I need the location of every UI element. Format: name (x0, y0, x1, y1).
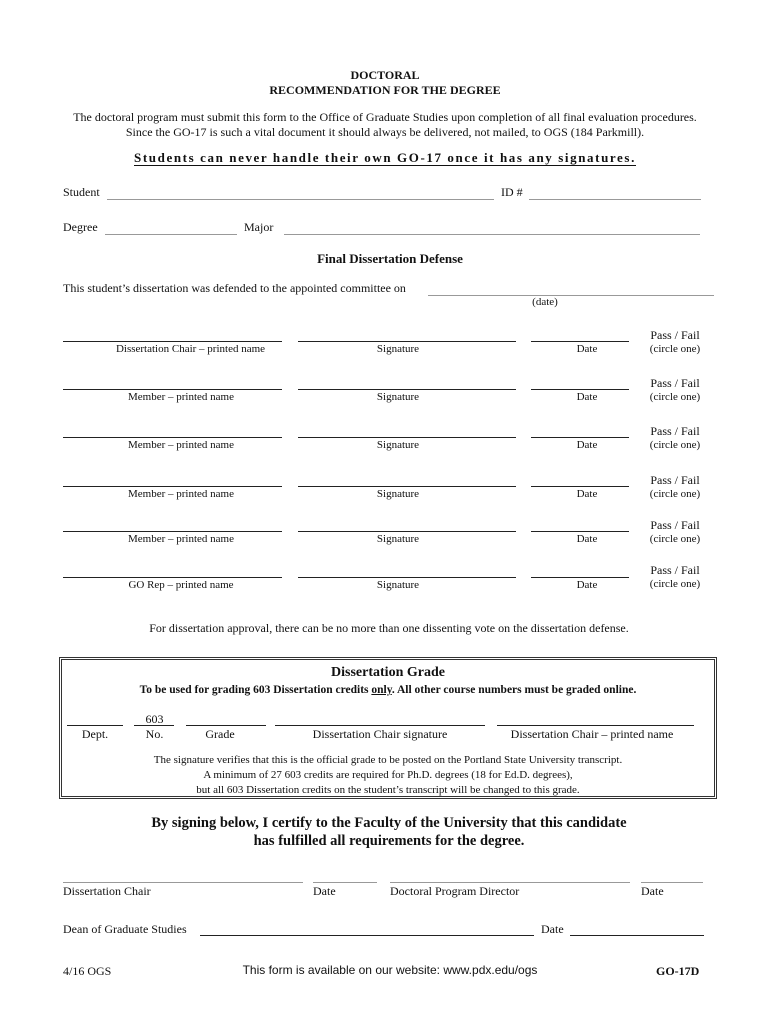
signature-caption: Signature (376, 579, 420, 591)
printed-name-line[interactable] (63, 531, 282, 532)
major-field[interactable] (284, 234, 700, 235)
printed-name-caption: Member – printed name (128, 533, 234, 545)
printed-name-line[interactable] (63, 389, 282, 390)
grade-heading: Dissertation Grade (331, 665, 445, 680)
no-label: No. (145, 727, 164, 741)
dean-date-line[interactable] (570, 935, 704, 936)
printed-name-caption: Dissertation Chair – printed name (115, 343, 266, 355)
pass-fail-option[interactable]: Pass / Fail (650, 518, 700, 532)
dean-date-label: Date (541, 922, 564, 936)
chair-date-line[interactable] (313, 882, 377, 883)
signature-caption: Signature (376, 533, 420, 545)
grade-field[interactable] (186, 725, 266, 726)
circle-one-caption: (circle one) (649, 343, 701, 355)
warning-text (0, 150, 770, 166)
chair-signature-field[interactable] (275, 725, 485, 726)
date-caption: Date (576, 488, 598, 500)
chair-printed-name-label: Dissertation Chair – printed name (510, 727, 674, 741)
printed-name-caption: Member – printed name (128, 439, 234, 451)
dissertation-chair-label: Dissertation Chair (63, 884, 151, 898)
id-label: ID # (501, 185, 523, 199)
printed-name-line[interactable] (63, 486, 282, 487)
dept-label: Dept. (81, 727, 109, 741)
student-id-field[interactable] (529, 199, 701, 200)
pass-fail-option[interactable]: Pass / Fail (650, 424, 700, 438)
printed-name-line[interactable] (63, 341, 282, 342)
approval-note: For dissertation approval, there can be no more than one dissenting vote on the dissertation defense. (149, 621, 629, 635)
director-label: Doctoral Program Director (390, 884, 520, 898)
footer-revision: 4/16 OGS (63, 964, 112, 978)
date-line[interactable] (531, 531, 629, 532)
printed-name-caption: Member – printed name (128, 488, 234, 500)
director-signature-line[interactable] (390, 882, 630, 883)
chair-printed-name-field[interactable] (497, 725, 694, 726)
warning-text-underlined: Students can never handle their own GO-17 once it has any signatures. (134, 150, 636, 165)
date-caption: Date (576, 391, 598, 403)
signature-line[interactable] (298, 389, 516, 390)
printed-name-caption: Member – printed name (128, 391, 234, 403)
dean-signature-line[interactable] (200, 935, 534, 936)
grade-note-line1: The signature verifies that this is the official grade to be posted on the Portland State University transcript. (153, 754, 623, 766)
signature-line[interactable] (298, 577, 516, 578)
date-caption: Date (576, 533, 598, 545)
student-name-field[interactable] (107, 199, 494, 200)
defense-date-caption: (date) (532, 296, 558, 308)
signature-caption: Signature (376, 391, 420, 403)
defense-heading: Final Dissertation Defense (317, 251, 463, 266)
grade-subheading-only: only (371, 684, 392, 696)
signature-caption: Signature (376, 488, 420, 500)
form-title-line1: DOCTORAL (350, 68, 420, 82)
director-date-label: Date (641, 884, 664, 898)
grade-subheading (59, 684, 717, 696)
course-number-value: 603 (145, 712, 164, 726)
dissertation-chair-signature-line[interactable] (63, 882, 303, 883)
printed-name-line[interactable] (63, 437, 282, 438)
date-caption: Date (576, 439, 598, 451)
dept-field[interactable] (67, 725, 123, 726)
date-line[interactable] (531, 389, 629, 390)
pass-fail-option[interactable]: Pass / Fail (650, 328, 700, 342)
footer-website: This form is available on our website: www.pdx.edu/ogs (242, 963, 538, 977)
circle-one-caption: (circle one) (649, 488, 701, 500)
circle-one-caption: (circle one) (649, 533, 701, 545)
date-caption: Date (576, 579, 598, 591)
pass-fail-option[interactable]: Pass / Fail (650, 473, 700, 487)
date-caption: Date (576, 343, 598, 355)
chair-signature-label: Dissertation Chair signature (312, 727, 448, 741)
footer-form-id: GO-17D (656, 964, 700, 978)
certify-line1: By signing below, I certify to the Faculty of the University that this candidate (151, 815, 627, 831)
degree-label: Degree (63, 220, 98, 234)
date-line[interactable] (531, 577, 629, 578)
intro-line2: Since the GO-17 is such a vital document it should always be delivered, not mailed, to OGS (184 Parkmill). (125, 125, 645, 139)
director-date-line[interactable] (641, 882, 703, 883)
grade-subheading-pre: To be used for grading 603 Dissertation credits (139, 684, 372, 696)
printed-name-line[interactable] (63, 577, 282, 578)
defense-statement: This student’s dissertation was defended to the appointed committee on (63, 281, 406, 295)
certify-line2: has fulfilled all requirements for the degree. (253, 833, 525, 849)
major-label: Major (244, 220, 274, 234)
grade-note-line2: A minimum of 27 603 credits are required for Ph.D. degrees (18 for Ed.D. degrees), (203, 769, 573, 781)
dean-label: Dean of Graduate Studies (63, 922, 187, 936)
pass-fail-option[interactable]: Pass / Fail (650, 563, 700, 577)
signature-line[interactable] (298, 486, 516, 487)
form-title-line2: RECOMMENDATION FOR THE DEGREE (269, 83, 501, 97)
date-line[interactable] (531, 437, 629, 438)
signature-caption: Signature (376, 343, 420, 355)
circle-one-caption: (circle one) (649, 439, 701, 451)
signature-caption: Signature (376, 439, 420, 451)
date-line[interactable] (531, 486, 629, 487)
signature-line[interactable] (298, 437, 516, 438)
chair-date-label: Date (313, 884, 336, 898)
signature-line[interactable] (298, 341, 516, 342)
printed-name-caption: GO Rep – printed name (128, 579, 234, 591)
signature-line[interactable] (298, 531, 516, 532)
grade-subheading-post: . All other course numbers must be graded online. (391, 684, 637, 696)
degree-field[interactable] (105, 234, 237, 235)
date-line[interactable] (531, 341, 629, 342)
course-number-line (134, 725, 174, 726)
grade-label: Grade (205, 727, 235, 741)
student-label: Student (63, 185, 100, 199)
grade-note-line3: but all 603 Dissertation credits on the student’s transcript will be changed to this grade. (196, 784, 580, 796)
pass-fail-option[interactable]: Pass / Fail (650, 376, 700, 390)
circle-one-caption: (circle one) (649, 578, 701, 590)
intro-line1: The doctoral program must submit this form to the Office of Graduate Studies upon completion of all final evaluation procedures. (73, 110, 697, 124)
circle-one-caption: (circle one) (649, 391, 701, 403)
